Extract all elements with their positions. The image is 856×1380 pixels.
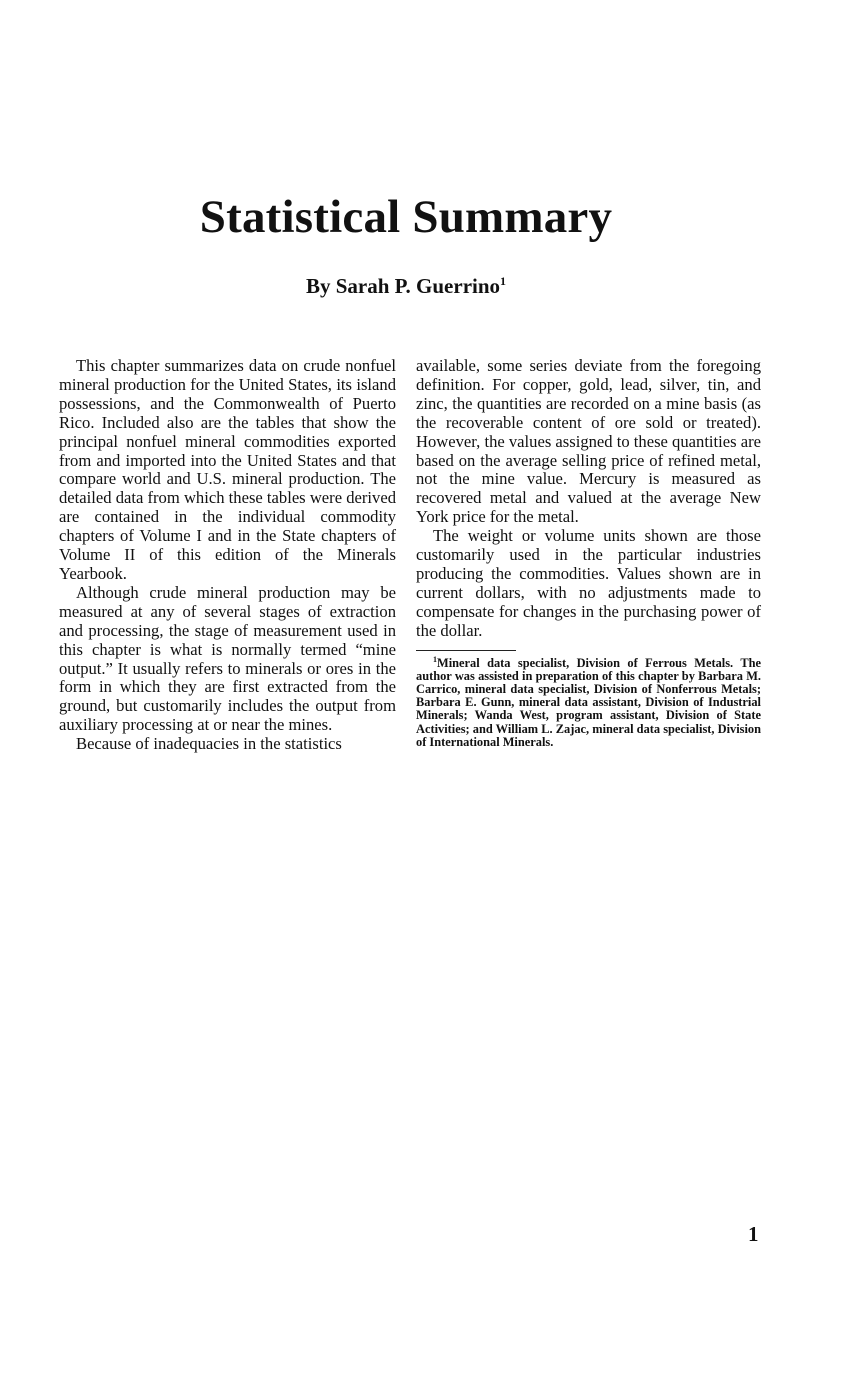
- paragraph-continuation: available, some series deviate from the foregoing definition. For copper, gold, lead, silver, tin, and zinc, the quantities are recorded on a mine basis (as the recoverable content of ore sold or treated). However, the values assigned to these quantities are based on the average selling price of refined metal, not the mine value. Mercury is measured as recovered metal and valued at the average New York price for the metal.: [416, 356, 761, 527]
- right-column: [416, 357, 761, 749]
- footnote-divider: [416, 650, 516, 651]
- page-number: 1: [748, 1222, 759, 1246]
- footnote: [416, 654, 761, 749]
- paragraph-intro: This chapter summarizes data on crude nonfuel mineral production for the United States, its island possessions, and the Commonwealth of Puerto Rico. Included also are the tables that show the principal nonfuel mineral commodities exported from and imported into the United States and that compare world and U.S. mineral production. The detailed data from which these tables were derived are contained in the individual commodity chapters of Volume I and in the State chapters of Volume II of this edition of the Minerals Yearbook.: [59, 356, 396, 583]
- left-column: [59, 357, 396, 754]
- footnote-marker: 1: [500, 274, 507, 288]
- footnote-text: Mineral data specialist, Division of Ferrous Metals. The author was assisted in preparation of this chapter by Barbara M. Carrico, mineral data specialist, Division of Nonferrous Metals; Barbara E. Gunn, mineral data assistant, Division of Industrial Minerals; Wanda West, program assistant, Division of State Activities; and William L. Zajac, mineral data specialist, Division of International Minerals.: [416, 655, 761, 749]
- author-byline: [0, 272, 812, 300]
- author-name: By Sarah P. Guerrino: [305, 274, 501, 298]
- footnote-number: 1: [433, 654, 437, 664]
- page-title: Statistical Summary: [199, 191, 613, 243]
- paragraph-inadequacies: Because of inadequacies in the statistics: [76, 734, 342, 754]
- paragraph-units: The weight or volume units shown are those customarily used in the particular industries producing the commodities. Values shown are in current dollars, with no adjustments made to compensate for changes in the purchasing power of the dollar.: [416, 526, 761, 640]
- paragraph-mine-output: Although crude mineral production may be measured at any of several stages of extraction and processing, the stage of measurement used in this chapter is what is normally termed “mine output.” It usually refers to minerals or ores in the form in which they are first extracted from the ground, but customarily includes the output from auxiliary processing at or near the mines.: [59, 582, 396, 735]
